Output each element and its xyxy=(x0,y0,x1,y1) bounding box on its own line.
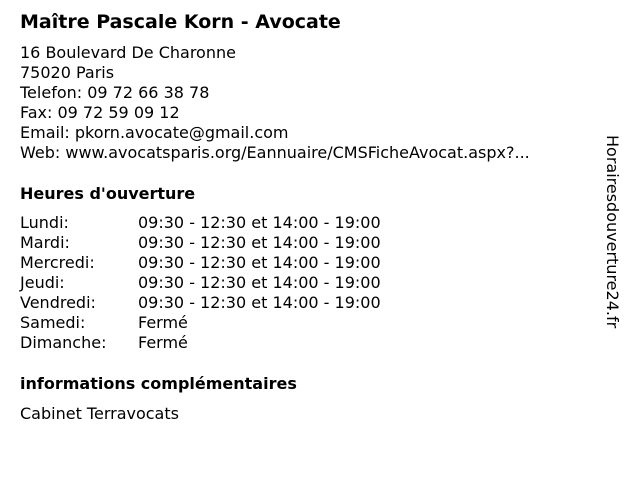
hours-row-tuesday xyxy=(20,233,440,253)
day-label: Mardi: xyxy=(20,233,70,252)
phone-number: Telefon: 09 72 66 38 78 xyxy=(20,83,210,102)
additional-info-heading: informations complémentaires xyxy=(20,374,297,393)
day-label: Jeudi: xyxy=(20,273,65,292)
page-title: Maître Pascale Korn - Avocate xyxy=(20,11,341,33)
email-address: Email: pkorn.avocate@gmail.com xyxy=(20,123,289,142)
day-label: Vendredi: xyxy=(20,293,96,312)
hours-value: 09:30 - 12:30 et 14:00 - 19:00 xyxy=(138,273,381,292)
day-label: Dimanche: xyxy=(20,333,107,352)
hours-row-thursday xyxy=(20,273,440,293)
hours-row-sunday xyxy=(20,333,440,353)
contact-details xyxy=(20,43,530,163)
address-city: 75020 Paris xyxy=(20,63,115,82)
hours-value: Fermé xyxy=(138,333,188,352)
hours-value: 09:30 - 12:30 et 14:00 - 19:00 xyxy=(138,213,381,232)
hours-row-friday xyxy=(20,293,440,313)
site-watermark: Horairesdouverture24.fr xyxy=(603,135,622,329)
opening-hours-table xyxy=(20,213,440,353)
opening-hours-heading: Heures d'ouverture xyxy=(20,184,196,203)
hours-value: 09:30 - 12:30 et 14:00 - 19:00 xyxy=(138,293,381,312)
address-street: 16 Boulevard De Charonne xyxy=(20,43,236,62)
hours-row-wednesday xyxy=(20,253,440,273)
hours-value: Fermé xyxy=(138,313,188,332)
hours-row-saturday xyxy=(20,313,440,333)
day-label: Mercredi: xyxy=(20,253,95,272)
hours-value: 09:30 - 12:30 et 14:00 - 19:00 xyxy=(138,253,381,272)
hours-row-monday xyxy=(20,213,440,233)
additional-info-text: Cabinet Terravocats xyxy=(20,404,179,423)
website-url: Web: www.avocatsparis.org/Eannuaire/CMSFicheAvocat.aspx?... xyxy=(20,143,530,162)
fax-number: Fax: 09 72 59 09 12 xyxy=(20,103,180,122)
hours-value: 09:30 - 12:30 et 14:00 - 19:00 xyxy=(138,233,381,252)
day-label: Lundi: xyxy=(20,213,69,232)
day-label: Samedi: xyxy=(20,313,86,332)
